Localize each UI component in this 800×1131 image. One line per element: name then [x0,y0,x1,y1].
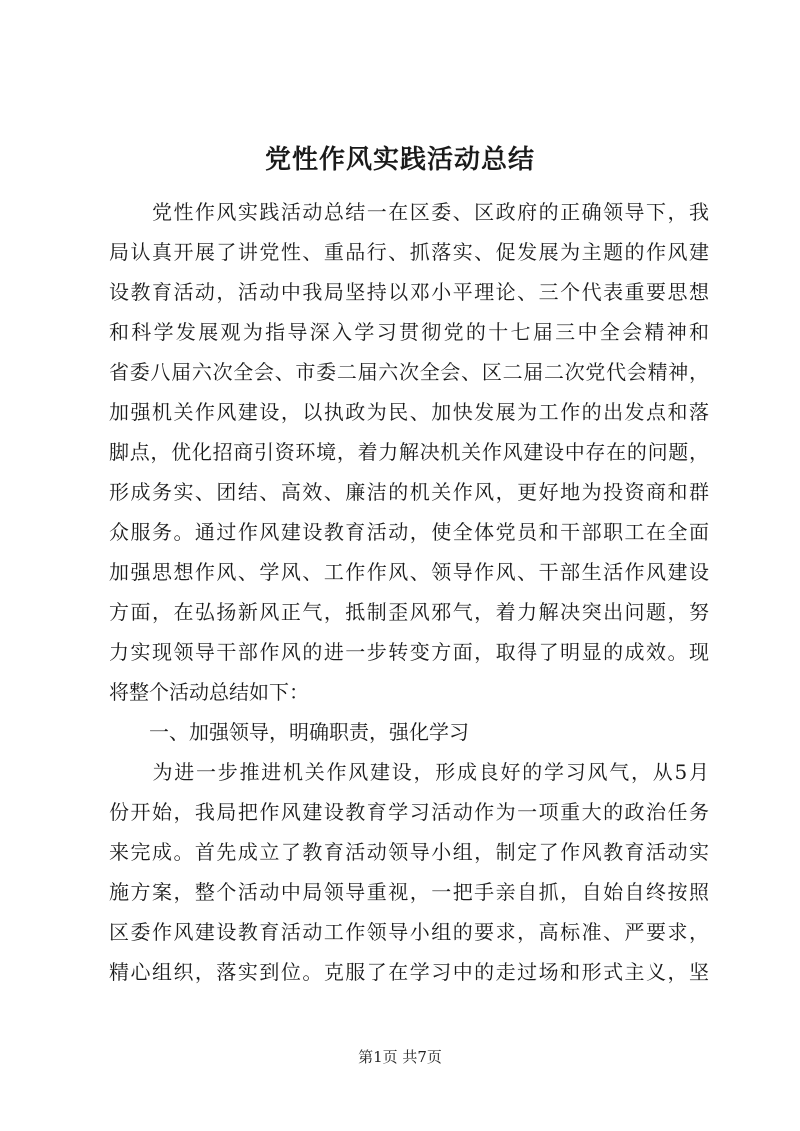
page-number: 第1页 共7页 [358,1048,442,1066]
body-line: 形成务实、团结、高效、廉洁的机关作风，更好地为投资商和群 [109,480,709,504]
body-line: 份开始，我局把作风建设教育学习活动作为一项重大的政治任务 [109,800,709,824]
body-line: 来完成。首先成立了教育活动领导小组，制定了作风教育活动实 [109,840,709,864]
body-line: 为进一步推进机关作风建设，形成良好的学习风气，从5月 [109,760,709,784]
body-line: 将整个活动总结如下： [109,680,309,704]
body-line: 众服务。通过作风建设教育活动，使全体党员和干部职工在全面 [109,520,709,544]
body-line: 加强机关作风建设，以执政为民、加快发展为工作的出发点和落 [109,400,709,424]
body-line: 设教育活动，活动中我局坚持以邓小平理论、三个代表重要思想 [109,280,709,304]
body-line: 区委作风建设教育活动工作领导小组的要求，高标准、严要求， [109,920,709,944]
body-line: 和科学发展观为指导深入学习贯彻党的十七届三中全会精神和 [109,320,709,344]
body-line: 省委八届六次全会、市委二届六次全会、区二届二次党代会精神， [109,360,709,384]
body-line: 力实现领导干部作风的进一步转变方面，取得了明显的成效。现 [109,640,709,664]
body-line: 方面，在弘扬新风正气，抵制歪风邪气，着力解决突出问题，努 [109,600,709,624]
document-title: 党性作风实践活动总结 [264,145,535,175]
body-line: 精心组织，落实到位。克服了在学习中的走过场和形式主义，坚 [109,960,709,984]
body-line: 脚点，优化招商引资环境，着力解决机关作风建设中存在的问题， [109,440,709,464]
body-line: 党性作风实践活动总结一在区委、区政府的正确领导下，我 [109,200,709,224]
body-line: 加强思想作风、学风、工作作风、领导作风、干部生活作风建设 [109,560,709,584]
body-line: 局认真开展了讲党性、重品行、抓落实、促发展为主题的作风建 [109,240,709,264]
section-heading: 一、加强领导，明确职责，强化学习 [109,720,469,744]
body-line: 施方案，整个活动中局领导重视，一把手亲自抓，自始自终按照 [109,880,709,904]
